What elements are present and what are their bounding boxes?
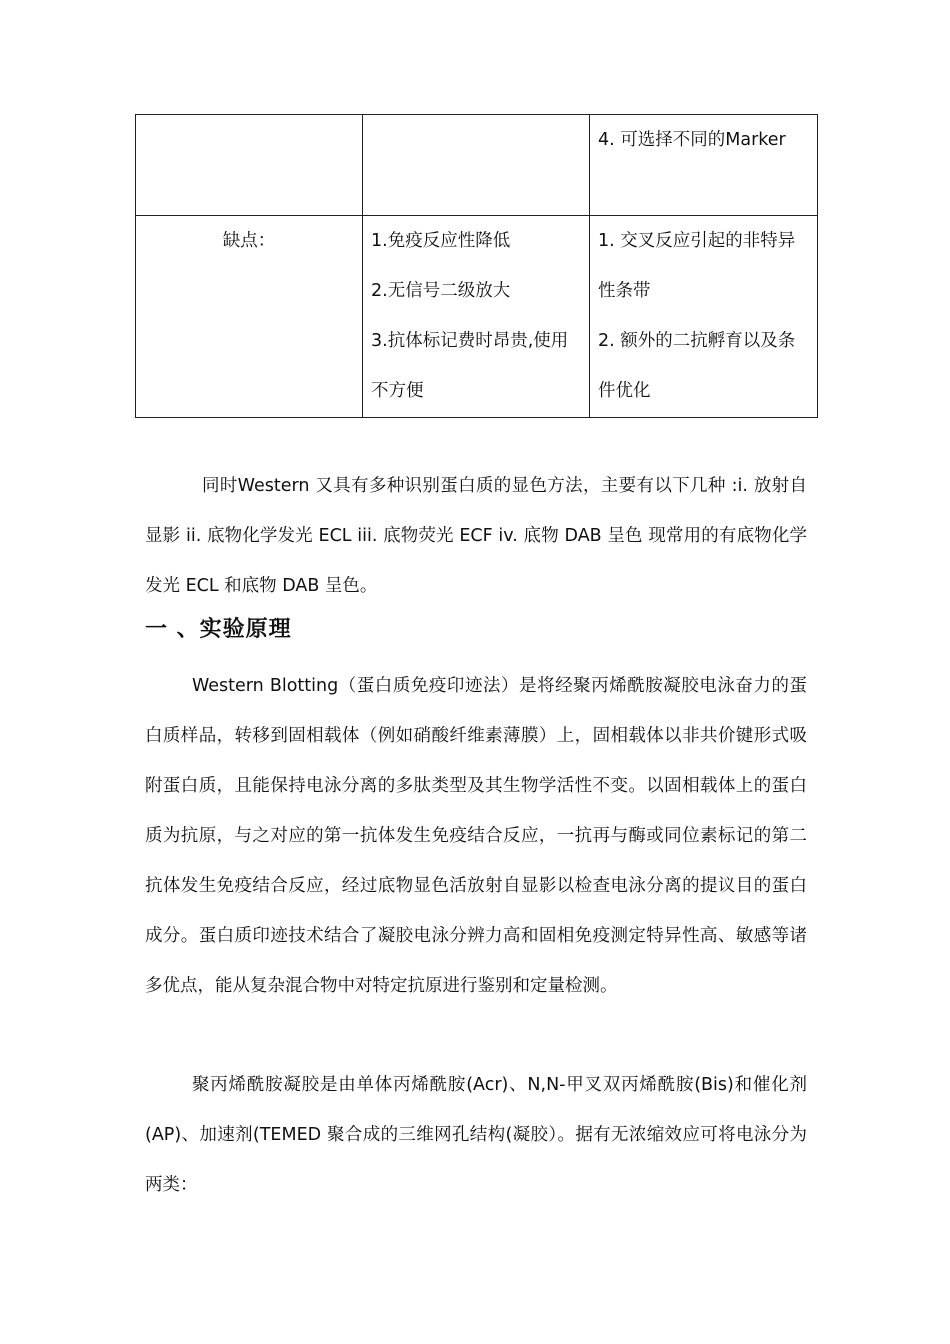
section-heading: 一 、实验原理	[145, 617, 292, 642]
comparison-table	[135, 114, 818, 418]
table-cell	[136, 115, 363, 216]
table-cell	[363, 216, 590, 418]
table-row	[136, 115, 818, 216]
principle-paragraph: Western Blotting（蛋白质免疫印迹法）是将经聚丙烯酰胺凝胶电泳奋力的蛋白质样品，转移到固相载体（例如硝酸纤维素薄膜）上，固相载体以非共价键形式吸附蛋白质，且能保持电泳分离的多肽类型及其生物学活性不变。以固相载体上的蛋白质为抗原，与之对应的第一抗体发生免疫结合反应，一抗再与酶或同位素标记的第二抗体发生免疫结合反应，经过底物显色活放射自显影以检查电泳分离的提议目的蛋白成分。蛋白质印迹技术结合了凝胶电泳分辨力高和固相免疫测定特异性高、敏感等诸多优点，能从复杂混合物中对特定抗原进行鉴别和定量检测。	[145, 676, 807, 996]
detection-methods-paragraph: 同时Western 又具有多种识别蛋白质的显色方法，主要有以下几种 :i. 放射自显影 ii. 底物化学发光 ECL iii. 底物荧光 ECF iv. 底物 DAB 呈色 现常用的有底物化学发光 ECL 和底物 DAB 呈色。	[145, 476, 807, 596]
table-cell	[363, 115, 590, 216]
table-cell	[590, 216, 818, 418]
list-item: 2. 额外的二抗孵育以及条件优化	[598, 331, 796, 401]
table-cell: 4. 可选择不同的Marker	[590, 115, 818, 216]
disadvantages-label: 缺点：	[136, 216, 363, 418]
gel-paragraph: 聚丙烯酰胺凝胶是由单体丙烯酰胺(Acr)、N,N-甲叉双丙烯酰胺(Bis)和催化剂(AP)、加速剂(TEMED 聚合成的三维网孔结构(凝胶）。据有无浓缩效应可将电泳分为两类：	[145, 1075, 807, 1195]
list-item: 2.无信号二级放大	[371, 281, 511, 301]
list-item: 3.抗体标记费时昂贵,使用不方便	[371, 331, 569, 401]
list-item: 1. 交叉反应引起的非特异性条带	[598, 231, 796, 301]
list-item: 1.免疫反应性降低	[371, 231, 511, 251]
table-row	[136, 216, 818, 418]
